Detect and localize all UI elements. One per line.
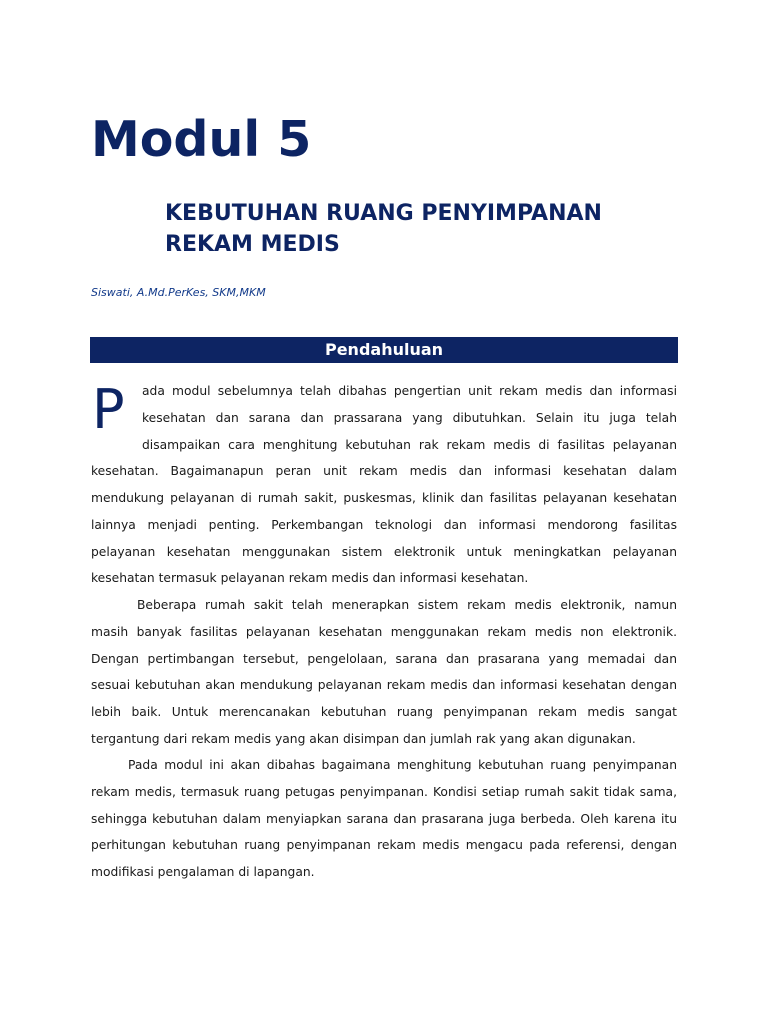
paragraph-line: masih banyak fasilitas pelayanan kesehatan menggunakan rekam medis non elektronik. [91,624,677,639]
paragraph-line: Dengan pertimbangan tersebut, pengelolaan, sarana dan prasarana yang memadai dan [91,651,677,666]
paragraph-3 [91,752,677,886]
chapter-title [165,198,685,260]
paragraph-line: perhitungan kebutuhan ruang penyimpanan rekam medis mengacu pada referensi, dengan [91,838,677,853]
paragraph-2 [91,592,677,753]
paragraph-line: lebih baik. Untuk merencanakan kebutuhan ruang penyimpanan rekam medis sangat [91,705,677,719]
paragraph-line: kesehatan dan sarana dan prassarana yang dibutuhkan. Selain itu juga telah [142,410,677,425]
drop-cap-letter: P [92,378,125,441]
paragraph-line: Beberapa rumah sakit telah menerapkan sistem rekam medis elektronik, namun [137,598,677,612]
paragraph-1 [91,378,677,592]
paragraph-line: modifikasi pengalaman di lapangan. [91,865,315,879]
paragraph-line: ada modul sebelumnya telah dibahas pengertian unit rekam medis dan informasi [142,384,677,398]
section-heading-bar [90,337,678,363]
paragraph-line: lainnya menjadi penting. Perkembangan teknologi dan informasi mendorong fasilitas [91,517,677,532]
paragraph-line: tergantung dari rekam medis yang akan disimpan dan jumlah rak yang akan digunakan. [91,731,636,746]
paragraph-line: disampaikan cara menghitung kebutuhan rak rekam medis di fasilitas pelayanan [142,437,677,452]
paragraph-line: sesuai kebutuhan akan mendukung pelayanan rekam medis dan informasi kesehatan dengan [91,678,677,693]
paragraph-line: kesehatan. Bagaimanapun peran unit rekam medis dan informasi kesehatan dalam [91,464,677,479]
module-title: Modul 5 [91,111,312,168]
author-credit: Siswati, A.Md.PerKes, SKM,MKM [91,286,266,299]
paragraph-line: Pada modul ini akan dibahas bagaimana menghitung kebutuhan ruang penyimpanan [128,758,677,772]
chapter-title-line: REKAM MEDIS [165,232,340,257]
paragraph-line: mendukung pelayanan di rumah sakit, puskesmas, klinik dan fasilitas pelayanan kesehatan [91,491,677,505]
paragraph-line: rekam medis, termasuk ruang petugas penyimpanan. Kondisi setiap rumah sakit tidak sama, [91,784,677,799]
section-heading: Pendahuluan [324,340,444,359]
paragraph-line: kesehatan termasuk pelayanan rekam medis dan informasi kesehatan. [91,571,529,586]
chapter-title-line: KEBUTUHAN RUANG PENYIMPANAN [165,201,602,226]
paragraph-line: sehingga kebutuhan dalam menyiapkan sarana dan prasarana juga berbeda. Oleh karena itu [91,811,677,826]
paragraph-line: pelayanan kesehatan menggunakan sistem elektronik untuk meningkatkan pelayanan [91,544,677,559]
